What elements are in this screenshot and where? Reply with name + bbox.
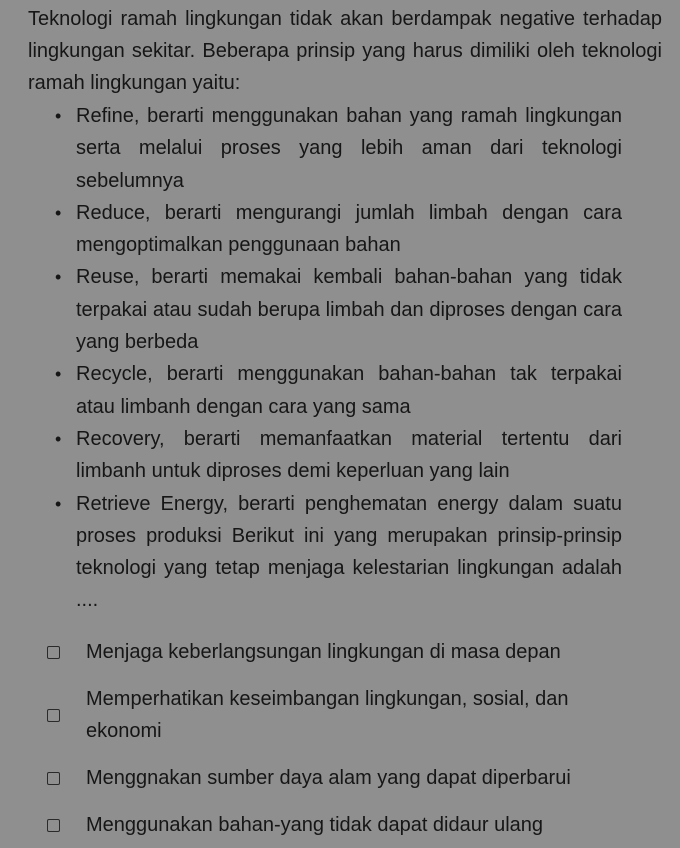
- answer-option-label: Menggunakan bahan-yang tidak dapat didaur ulang: [86, 813, 544, 836]
- principle-item: [55, 423, 622, 488]
- principle-item: [55, 197, 622, 262]
- checkbox[interactable]: [47, 646, 60, 659]
- principle-item: [55, 261, 622, 358]
- answer-option-label: Menjaga keberlangsungan lingkungan di masa depan: [86, 640, 561, 663]
- principle-item: [55, 358, 622, 423]
- principle-text: Recovery, berarti memanfaatkan material tertentu dari limbanh untuk diproses demi keperluan yang lain: [76, 427, 622, 483]
- bullet-icon: •: [55, 106, 62, 126]
- answer-option-label: Memperhatikan keseimbangan lingkungan, sosial, dan ekonomi: [86, 687, 569, 742]
- bullet-icon: •: [55, 493, 62, 514]
- principle-item: [55, 100, 622, 197]
- principle-text: Refine, berarti menggunakan bahan yang ramah lingkungan serta melalui proses yang lebih aman dari teknologi sebelumnya: [76, 105, 622, 192]
- principle-text: Reuse, berarti memakai kembali bahan-bahan yang tidak terpakai atau sudah berupa limbah dan diproses dengan cara yang berbeda: [76, 266, 622, 354]
- bullet-icon: •: [55, 267, 62, 288]
- principle-text: Recycle, berarti menggunakan bahan-bahan tak terpakai atau limbanh dengan cara yang sama: [76, 363, 622, 418]
- checkbox[interactable]: [47, 772, 60, 785]
- principle-text: Reduce, berarti mengurangi jumlah limbah dengan cara mengoptimalkan penggunaan bahan: [76, 201, 622, 257]
- principle-item: [55, 488, 622, 617]
- checkbox[interactable]: [47, 819, 60, 832]
- bullet-icon: •: [55, 428, 62, 449]
- bullet-icon: •: [55, 202, 62, 223]
- answer-option-2[interactable]: [47, 683, 662, 747]
- checkbox[interactable]: [47, 709, 60, 722]
- bullet-icon: •: [55, 364, 62, 385]
- answer-option-1[interactable]: [47, 636, 662, 668]
- answer-option-label: Menggnakan sumber daya alam yang dapat diperbarui: [86, 766, 571, 789]
- principles-list: [28, 100, 662, 617]
- answer-option-4[interactable]: [47, 809, 662, 841]
- answer-options: [28, 636, 662, 841]
- principle-text: Retrieve Energy, berarti penghematan energy dalam suatu proses produksi Berikut ini yang merupakan prinsip-prinsip teknologi yang tetap menjaga kelestarian lingkungan adalah ....: [76, 492, 622, 612]
- question-intro: Teknologi ramah lingkungan tidak akan berdampak negative terhadap lingkungan sekitar. Beberapa prinsip yang harus dimiliki oleh teknologi ramah lingkungan yaitu:: [28, 8, 662, 94]
- answer-option-3[interactable]: [47, 762, 662, 794]
